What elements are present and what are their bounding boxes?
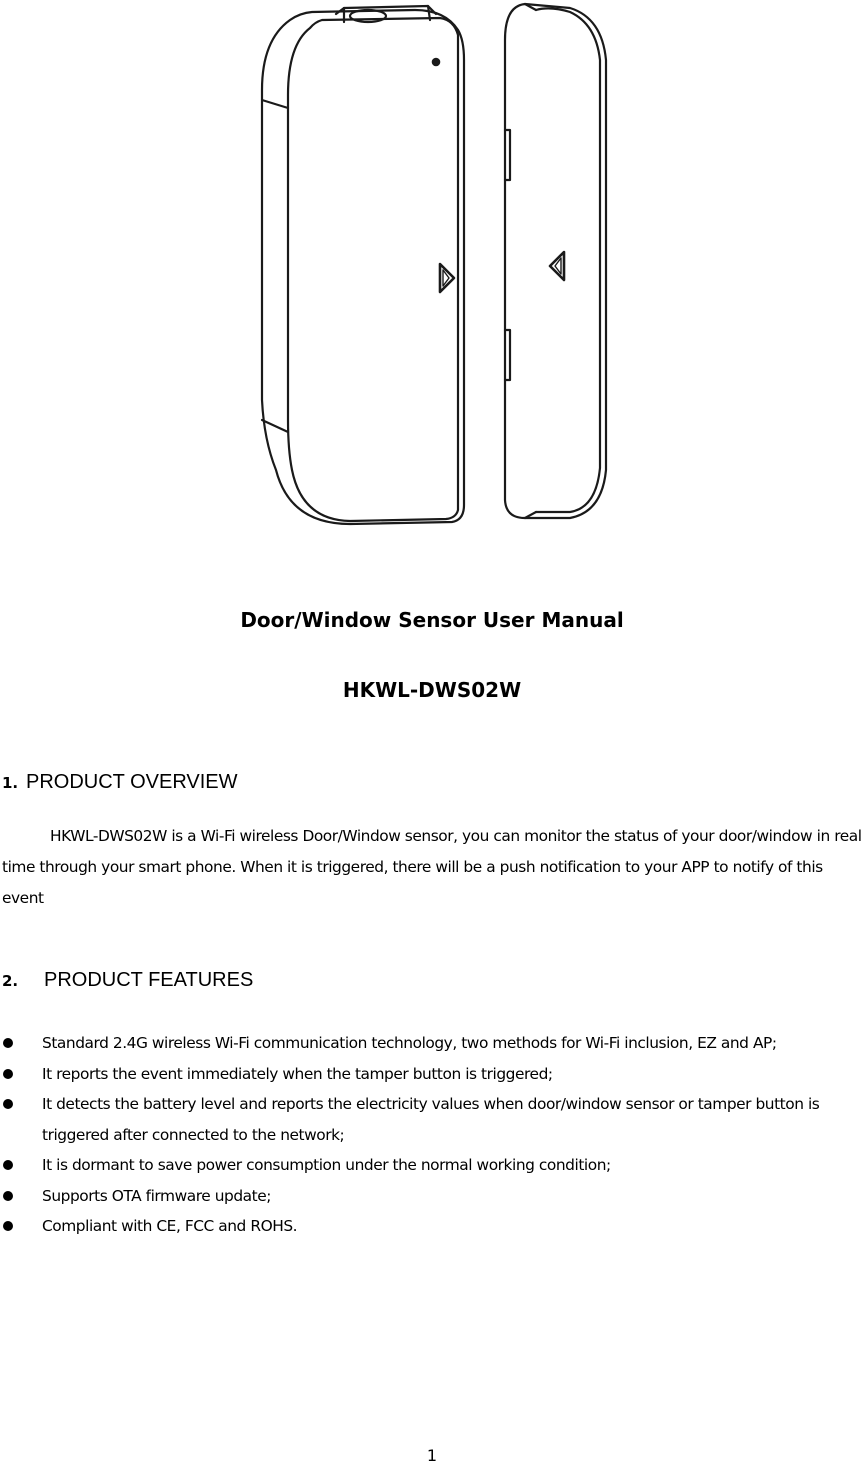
list-item xyxy=(0,1150,864,1181)
feature-text: Compliant with CE, FCC and ROHS. xyxy=(42,1217,298,1235)
list-item xyxy=(0,1181,864,1212)
bullet-icon xyxy=(3,1160,13,1170)
list-item xyxy=(0,1211,864,1242)
section-2-heading xyxy=(2,969,253,992)
feature-text: Supports OTA firmware update; xyxy=(42,1186,271,1205)
product-overview-paragraph xyxy=(2,821,862,914)
bullet-icon xyxy=(3,1221,13,1231)
sensor-body xyxy=(262,6,464,524)
door-window-sensor-illustration xyxy=(240,0,620,540)
list-item xyxy=(0,1089,864,1150)
magnet-body xyxy=(505,4,606,518)
section-2-title: PRODUCT FEATURES xyxy=(44,969,254,991)
bullet-icon xyxy=(3,1191,13,1201)
section-1-heading xyxy=(2,771,238,794)
section-2-number: 2. xyxy=(2,972,19,990)
page-number: 1 xyxy=(426,1446,438,1465)
feature-text: Standard 2.4G wireless Wi-Fi communication technology, two methods for Wi-Fi inclusion, EZ and AP; xyxy=(42,1034,777,1052)
bullet-icon xyxy=(3,1038,13,1048)
list-item xyxy=(0,1059,864,1090)
overview-text: HKWL-DWS02W is a Wi-Fi wireless Door/Window sensor, you can monitor the status of your door/window in real time through your smart phone. When it is triggered, there will be a push notification to your APP to notify of this event xyxy=(2,827,862,907)
features-list xyxy=(0,1028,864,1242)
feature-text: It reports the event immediately when the tamper button is triggered; xyxy=(42,1064,553,1083)
bullet-icon xyxy=(3,1069,13,1079)
section-1-title: PRODUCT OVERVIEW xyxy=(26,771,238,793)
feature-text: It is dormant to save power consumption under the normal working condition; xyxy=(42,1156,611,1174)
model-number: HKWL-DWS02W xyxy=(342,678,522,702)
bullet-icon xyxy=(3,1099,13,1109)
feature-text: It detects the battery level and reports the electricity values when door/window sensor or tamper button is triggered after connected to the network; xyxy=(42,1095,820,1144)
manual-title: Door/Window Sensor User Manual xyxy=(240,608,624,632)
list-item xyxy=(0,1028,864,1059)
section-1-number: 1. xyxy=(2,774,19,792)
